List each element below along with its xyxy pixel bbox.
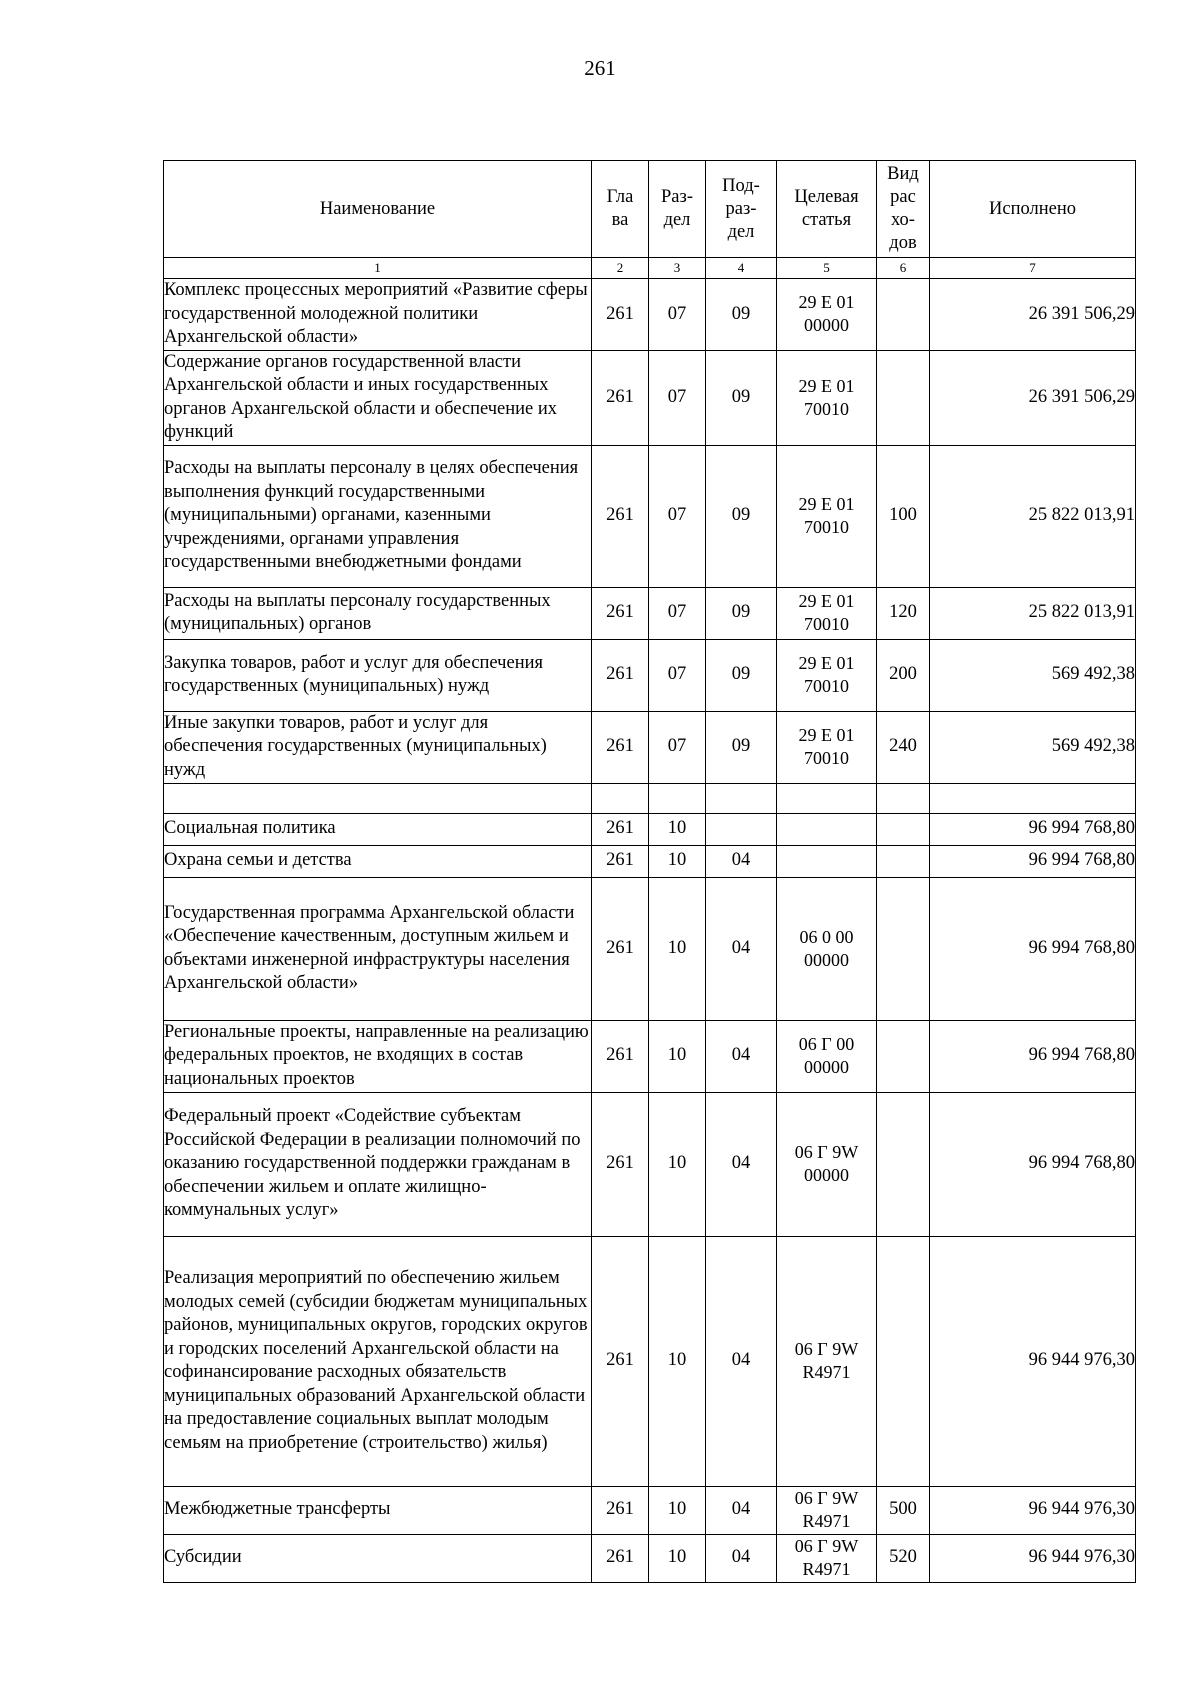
row-amount-cell: 96 994 768,80 bbox=[930, 1092, 1136, 1236]
row-expense-type-cell bbox=[877, 783, 930, 813]
header-glava-line: Гла bbox=[606, 187, 634, 207]
row-amount-cell: 25 822 013,91 bbox=[930, 445, 1136, 587]
target-article-line: 29 Е 01 bbox=[798, 494, 855, 514]
row-amount-cell: 96 944 976,30 bbox=[930, 1486, 1136, 1534]
row-target-article-cell bbox=[777, 1534, 877, 1582]
row-expense-type-cell: 240 bbox=[877, 711, 930, 783]
row-expense-type-cell bbox=[877, 350, 930, 445]
row-podrazdel-cell: 09 bbox=[706, 445, 777, 587]
target-article-line: 29 Е 01 bbox=[798, 725, 855, 745]
row-expense-type-cell bbox=[877, 1020, 930, 1092]
row-podrazdel-cell: 04 bbox=[706, 877, 777, 1020]
row-glava-cell: 261 bbox=[592, 639, 649, 711]
header-razdel-line: дел bbox=[663, 210, 691, 230]
header-amount-label: Исполнено bbox=[989, 198, 1076, 219]
row-name-cell: Расходы на выплаты персоналу в целях обеспечения выполнения функций государственными (муниципальными) органами, казенными учреждениями, органами управления государственными внебюджетными фондами bbox=[164, 445, 592, 587]
target-article-line: 06 Г 9W bbox=[794, 1536, 859, 1556]
row-amount-cell: 96 944 976,30 bbox=[930, 1236, 1136, 1486]
row-razdel-cell: 07 bbox=[649, 711, 706, 783]
header-name-label: Наименование bbox=[319, 198, 436, 219]
row-name-cell: Субсидии bbox=[164, 1534, 592, 1582]
row-amount-cell: 25 822 013,91 bbox=[930, 587, 1136, 639]
row-glava-cell: 261 bbox=[592, 445, 649, 587]
row-target-article-cell bbox=[777, 279, 877, 351]
row-razdel-cell: 07 bbox=[649, 587, 706, 639]
row-glava-cell: 261 bbox=[592, 1486, 649, 1534]
row-razdel-cell: 10 bbox=[649, 845, 706, 877]
row-target-article-cell bbox=[777, 813, 877, 845]
target-article-line: R4971 bbox=[802, 1559, 851, 1579]
target-article-line: 06 Г 9W bbox=[794, 1488, 859, 1508]
row-amount-cell bbox=[930, 783, 1136, 813]
row-amount-cell: 96 994 768,80 bbox=[930, 845, 1136, 877]
row-razdel-cell: 10 bbox=[649, 1534, 706, 1582]
header-csr bbox=[777, 161, 877, 258]
table-row bbox=[164, 639, 1136, 711]
target-article-line: 00000 bbox=[804, 1165, 849, 1185]
row-razdel-cell: 07 bbox=[649, 350, 706, 445]
table-row bbox=[164, 279, 1136, 351]
row-podrazdel-cell: 04 bbox=[706, 1534, 777, 1582]
row-podrazdel-cell: 04 bbox=[706, 1236, 777, 1486]
column-number: 4 bbox=[706, 258, 777, 279]
row-podrazdel-cell: 09 bbox=[706, 639, 777, 711]
row-glava-cell: 261 bbox=[592, 1092, 649, 1236]
row-glava-cell: 261 bbox=[592, 350, 649, 445]
table-row bbox=[164, 587, 1136, 639]
target-article-line: 29 Е 01 bbox=[798, 591, 855, 611]
row-expense-type-cell: 500 bbox=[877, 1486, 930, 1534]
row-name-cell: Иные закупки товаров, работ и услуг для обеспечения государственных (муниципальных) нужд bbox=[164, 711, 592, 783]
row-podrazdel-cell: 04 bbox=[706, 845, 777, 877]
target-article-line: 70010 bbox=[804, 614, 849, 634]
row-expense-type-cell: 120 bbox=[877, 587, 930, 639]
row-podrazdel-cell: 09 bbox=[706, 587, 777, 639]
row-podrazdel-cell bbox=[706, 783, 777, 813]
row-name-cell: Закупка товаров, работ и услуг для обеспечения государственных (муниципальных) нужд bbox=[164, 639, 592, 711]
column-number: 3 bbox=[649, 258, 706, 279]
target-article-line: 06 Г 9W bbox=[794, 1142, 859, 1162]
row-name-cell: Государственная программа Архангельской области «Обеспечение качественным, доступным жильем и объектами инженерной инфраструктуры населения Архангельской области» bbox=[164, 877, 592, 1020]
table-row bbox=[164, 711, 1136, 783]
header-vr-line: Вид bbox=[887, 164, 919, 184]
row-name-cell: Расходы на выплаты персоналу государственных (муниципальных) органов bbox=[164, 587, 592, 639]
row-expense-type-cell bbox=[877, 813, 930, 845]
row-expense-type-cell bbox=[877, 877, 930, 1020]
column-number: 5 bbox=[777, 258, 877, 279]
target-article-line: 70010 bbox=[804, 748, 849, 768]
row-razdel-cell: 07 bbox=[649, 279, 706, 351]
row-target-article-cell bbox=[777, 1486, 877, 1534]
row-target-article-cell bbox=[777, 445, 877, 587]
row-expense-type-cell: 100 bbox=[877, 445, 930, 587]
row-podrazdel-cell: 09 bbox=[706, 350, 777, 445]
row-expense-type-cell bbox=[877, 1092, 930, 1236]
row-target-article-cell bbox=[777, 1236, 877, 1486]
table-row bbox=[164, 813, 1136, 845]
target-article-line: R4971 bbox=[802, 1511, 851, 1531]
row-glava-cell bbox=[592, 783, 649, 813]
row-target-article-cell bbox=[777, 845, 877, 877]
row-glava-cell: 261 bbox=[592, 1020, 649, 1092]
header-row bbox=[164, 161, 1136, 258]
row-name-cell: Реализация мероприятий по обеспечению жильем молодых семей (субсидии бюджетам муниципальных районов, муниципальных округов, городских округов и городских поселений Архангельской области на софинансирование расходных обязательств муниципальных образований Архангельской области на предоставление социальных выплат молодым семьям на приобретение (строительство) жилья) bbox=[164, 1236, 592, 1486]
row-target-article-cell bbox=[777, 783, 877, 813]
row-amount-cell: 96 994 768,80 bbox=[930, 813, 1136, 845]
row-razdel-cell: 10 bbox=[649, 1020, 706, 1092]
table-row bbox=[164, 1236, 1136, 1486]
row-name-cell: Содержание органов государственной власти Архангельской области и иных государственных органов Архангельской области и обеспечение их функций bbox=[164, 350, 592, 445]
row-podrazdel-cell: 04 bbox=[706, 1486, 777, 1534]
table-row bbox=[164, 1020, 1136, 1092]
column-number-row bbox=[164, 258, 1136, 279]
table-row bbox=[164, 445, 1136, 587]
row-glava-cell: 261 bbox=[592, 1534, 649, 1582]
header-glava bbox=[592, 161, 649, 258]
row-amount-cell: 96 994 768,80 bbox=[930, 1020, 1136, 1092]
row-name-cell bbox=[164, 783, 592, 813]
row-expense-type-cell bbox=[877, 1236, 930, 1486]
row-glava-cell: 261 bbox=[592, 1236, 649, 1486]
header-vr-line: хо- bbox=[891, 210, 915, 230]
table-row bbox=[164, 350, 1136, 445]
row-razdel-cell: 07 bbox=[649, 445, 706, 587]
page-number: 261 bbox=[584, 56, 616, 80]
row-target-article-cell bbox=[777, 1020, 877, 1092]
header-glava-line: ва bbox=[611, 210, 629, 230]
column-number: 7 bbox=[930, 258, 1136, 279]
header-podrazdel-line: Под- bbox=[722, 175, 760, 196]
row-glava-cell: 261 bbox=[592, 587, 649, 639]
table-row bbox=[164, 1092, 1136, 1236]
row-amount-cell: 569 492,38 bbox=[930, 711, 1136, 783]
row-target-article-cell bbox=[777, 587, 877, 639]
table-row bbox=[164, 877, 1136, 1020]
row-glava-cell: 261 bbox=[592, 845, 649, 877]
row-amount-cell: 96 994 768,80 bbox=[930, 877, 1136, 1020]
row-razdel-cell: 10 bbox=[649, 1092, 706, 1236]
row-podrazdel-cell: 04 bbox=[706, 1020, 777, 1092]
header-vr-line: дов bbox=[889, 233, 917, 253]
target-article-line: 70010 bbox=[804, 517, 849, 537]
row-glava-cell: 261 bbox=[592, 711, 649, 783]
row-name-cell: Федеральный проект «Содействие субъектам Российской Федерации в реализации полномочий по оказанию государственной поддержки гражданам в обеспечении жильем и оплате жилищно-коммунальных услуг» bbox=[164, 1092, 592, 1236]
target-article-line: 00000 bbox=[804, 949, 849, 970]
row-podrazdel-cell: 04 bbox=[706, 1092, 777, 1236]
row-target-article-cell bbox=[777, 1092, 877, 1236]
table-row bbox=[164, 783, 1136, 813]
target-article-line: 06 Г 00 bbox=[798, 1034, 855, 1054]
budget-table bbox=[163, 160, 1136, 1583]
target-article-line: 29 Е 01 bbox=[798, 375, 855, 396]
header-vr-line: рас bbox=[890, 187, 916, 207]
row-amount-cell: 26 391 506,29 bbox=[930, 350, 1136, 445]
row-razdel-cell bbox=[649, 783, 706, 813]
row-amount-cell: 96 944 976,30 bbox=[930, 1534, 1136, 1582]
header-podrazdel-line: раз- bbox=[725, 198, 757, 219]
header-podrazdel-line: дел bbox=[727, 221, 755, 242]
row-expense-type-cell: 200 bbox=[877, 639, 930, 711]
target-article-line: 70010 bbox=[804, 676, 849, 696]
row-name-cell: Региональные проекты, направленные на реализацию федеральных проектов, не входящих в состав национальных проектов bbox=[164, 1020, 592, 1092]
header-razdel bbox=[649, 161, 706, 258]
column-number: 1 bbox=[164, 258, 592, 279]
target-article-line: 00000 bbox=[804, 315, 849, 336]
header-amount bbox=[930, 161, 1136, 258]
row-razdel-cell: 10 bbox=[649, 1486, 706, 1534]
row-expense-type-cell bbox=[877, 845, 930, 877]
row-glava-cell: 261 bbox=[592, 813, 649, 845]
table-row bbox=[164, 1486, 1136, 1534]
target-article-line: 70010 bbox=[804, 398, 849, 419]
target-article-line: 00000 bbox=[804, 1057, 849, 1077]
row-name-cell: Межбюджетные трансферты bbox=[164, 1486, 592, 1534]
row-name-cell: Социальная политика bbox=[164, 813, 592, 845]
header-podrazdel bbox=[706, 161, 777, 258]
row-target-article-cell bbox=[777, 877, 877, 1020]
row-glava-cell: 261 bbox=[592, 279, 649, 351]
row-target-article-cell bbox=[777, 350, 877, 445]
row-expense-type-cell bbox=[877, 279, 930, 351]
row-razdel-cell: 10 bbox=[649, 877, 706, 1020]
row-target-article-cell bbox=[777, 639, 877, 711]
row-razdel-cell: 10 bbox=[649, 813, 706, 845]
row-expense-type-cell: 520 bbox=[877, 1534, 930, 1582]
row-name-cell: Охрана семьи и детства bbox=[164, 845, 592, 877]
row-razdel-cell: 07 bbox=[649, 639, 706, 711]
row-target-article-cell bbox=[777, 711, 877, 783]
row-amount-cell: 26 391 506,29 bbox=[930, 279, 1136, 351]
header-name bbox=[164, 161, 592, 258]
row-razdel-cell: 10 bbox=[649, 1236, 706, 1486]
row-amount-cell: 569 492,38 bbox=[930, 639, 1136, 711]
row-podrazdel-cell bbox=[706, 813, 777, 845]
table-row bbox=[164, 1534, 1136, 1582]
row-glava-cell: 261 bbox=[592, 877, 649, 1020]
target-article-line: 06 0 00 bbox=[799, 926, 854, 947]
target-article-line: 06 Г 9W bbox=[794, 1339, 859, 1359]
row-podrazdel-cell: 09 bbox=[706, 711, 777, 783]
target-article-line: R4971 bbox=[802, 1362, 851, 1382]
table-row bbox=[164, 845, 1136, 877]
header-csr-line: статья bbox=[801, 210, 852, 230]
row-podrazdel-cell: 09 bbox=[706, 279, 777, 351]
column-number: 2 bbox=[592, 258, 649, 279]
target-article-line: 29 Е 01 bbox=[798, 653, 855, 673]
column-number: 6 bbox=[877, 258, 930, 279]
header-razdel-line: Раз- bbox=[661, 187, 693, 207]
row-name-cell: Комплекс процессных мероприятий «Развитие сферы государственной молодежной политики Архангельской области» bbox=[164, 279, 592, 351]
target-article-line: 29 Е 01 bbox=[798, 292, 855, 313]
header-csr-line: Целевая bbox=[794, 187, 859, 207]
header-vr bbox=[877, 161, 930, 258]
